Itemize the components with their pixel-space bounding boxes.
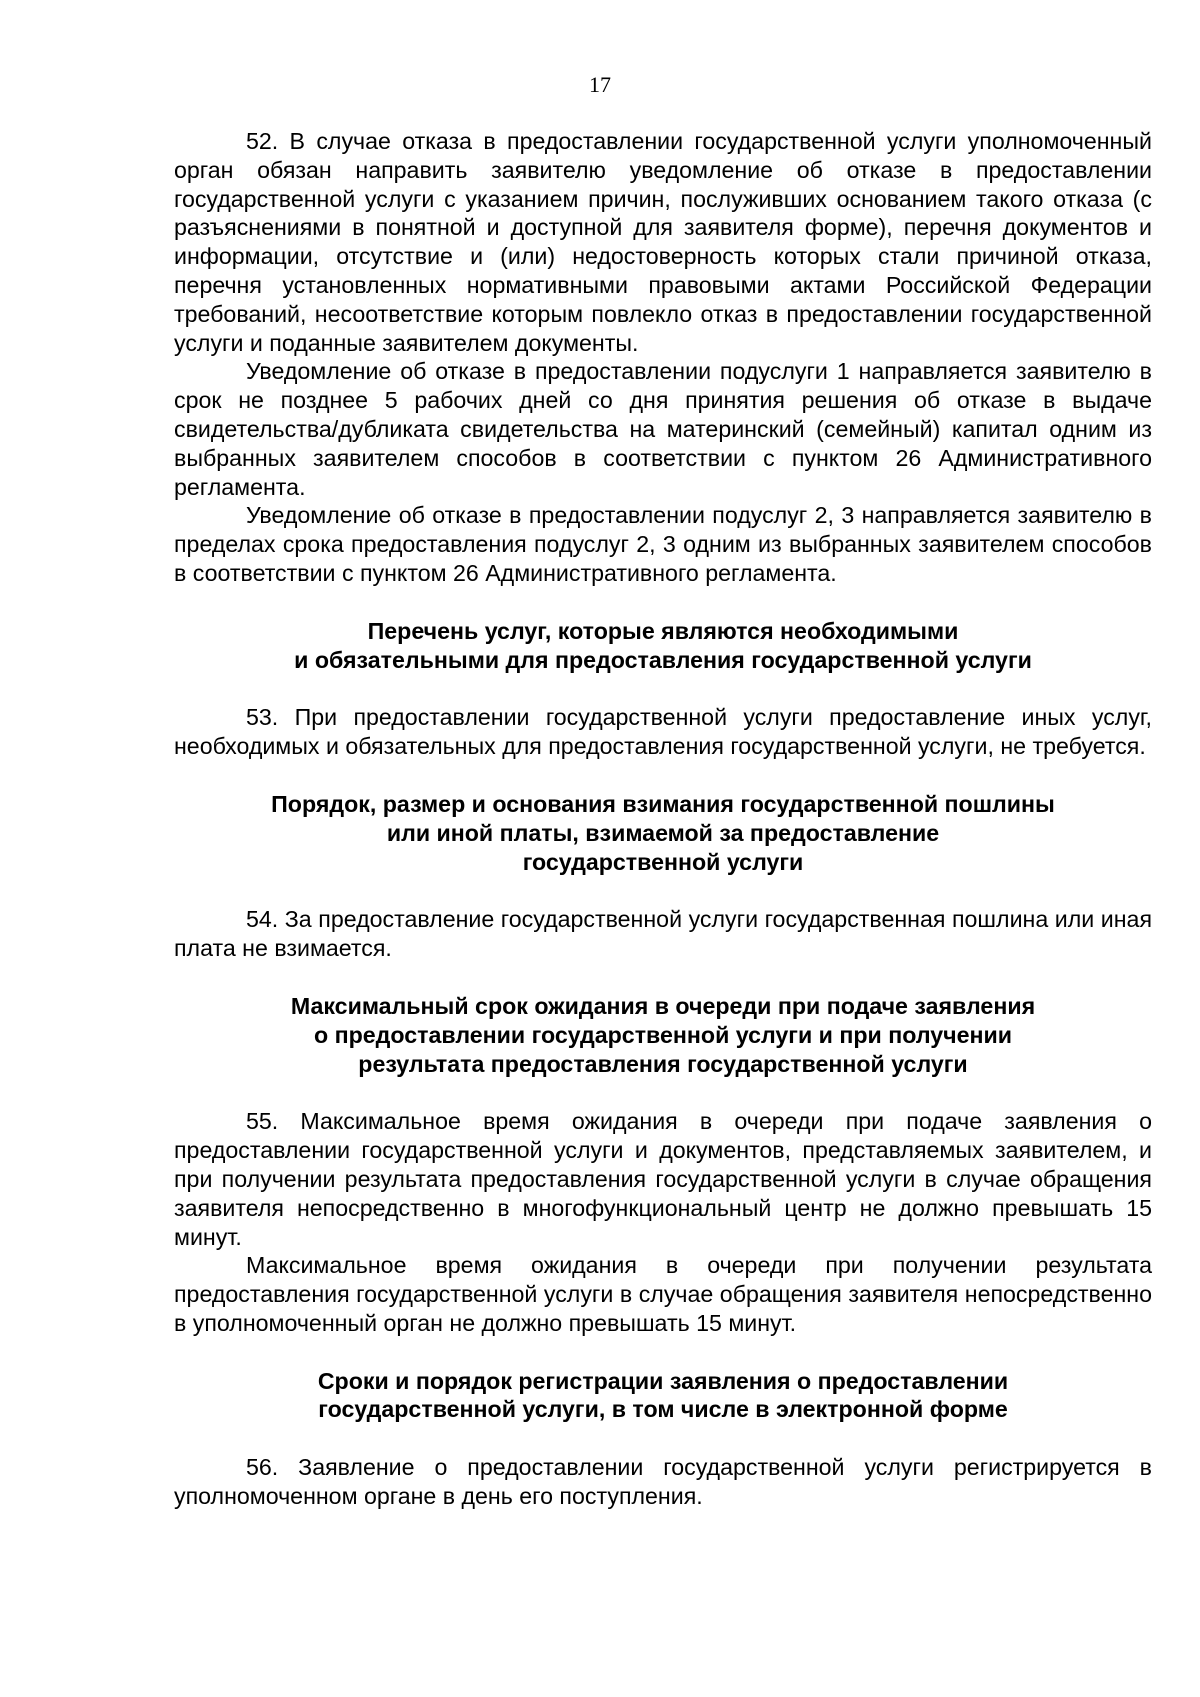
heading-line: о предоставлении государственной услуги и при получении bbox=[313, 1021, 1013, 1048]
heading-required-services bbox=[174, 617, 1152, 675]
heading-line: Порядок, размер и основания взимания государственной пошлины bbox=[271, 790, 1055, 817]
heading-waiting-time bbox=[174, 992, 1152, 1078]
heading-line: Сроки и порядок регистрации заявления о предоставлении bbox=[317, 1367, 1009, 1394]
heading-line: государственной услуги bbox=[522, 848, 804, 875]
heading-line: или иной платы, взимаемой за предоставление bbox=[386, 819, 940, 846]
heading-line: Максимальный срок ожидания в очереди при подаче заявления bbox=[290, 992, 1036, 1019]
heading-registration bbox=[174, 1367, 1152, 1425]
heading-line: и обязательными для предоставления государственной услуги bbox=[294, 646, 1032, 673]
paragraph-52: 52. В случае отказа в предоставлении государственной услуги уполномоченный орган обязан направить заявителю уведомление об отказе в предоставлении государственной услуги с указанием причин, послуживших основанием такого отказа (с разъяснениями в понятной и доступной для заявителя форме), перечня документов и информации, отсутствие и (или) недостоверность которых стали причиной отказа, перечня установленных нормативными правовыми актами Российской Федерации требований, несоответствие которым повлекло отказ в предоставлении государственной услуги и поданные заявителем документы. bbox=[174, 128, 1152, 356]
paragraph-52-notice-subservice-1: Уведомление об отказе в предоставлении подуслуги 1 направляется заявителю в срок не позднее 5 рабочих дней со дня принятия решения об отказе в выдаче свидетельства/дубликата свидетельства на материнский (семейный) капитал одним из выбранных заявителем способов в соответствии с пунктом 26 Административного регламента. bbox=[174, 358, 1152, 500]
paragraph-52-notice-subservices-2-3: Уведомление об отказе в предоставлении подуслуг 2, 3 направляется заявителю в пределах срока предоставления подуслуг 2, 3 одним из выбранных заявителем способов в соответствии с пунктом 26 Административного регламента. bbox=[174, 502, 1152, 586]
paragraph-54: 54. За предоставление государственной услуги государственная пошлина или иная плата не взимается. bbox=[174, 906, 1152, 962]
heading-line: Перечень услуг, которые являются необходимыми bbox=[367, 617, 959, 644]
page-number: 17 bbox=[589, 72, 611, 97]
paragraph-56: 56. Заявление о предоставлении государственной услуги регистрируется в уполномоченном органе в день его поступления. bbox=[174, 1454, 1152, 1510]
paragraph-55-second: Максимальное время ожидания в очереди при получении результата предоставления государственной услуги в случае обращения заявителя непосредственно в уполномоченный орган не должно превышать 15 минут. bbox=[174, 1252, 1152, 1336]
heading-line: результата предоставления государственной услуги bbox=[358, 1050, 968, 1077]
heading-line: государственной услуги, в том числе в электронной форме bbox=[318, 1396, 1008, 1423]
document-body bbox=[174, 127, 1152, 1511]
paragraph-55: 55. Максимальное время ожидания в очереди при подаче заявления о предоставлении государственной услуги и документов, представляемых заявителем, и при получении результата предоставления государственной услуги в случае обращения заявителя непосредственно в многофункциональный центр не должно превышать 15 минут. bbox=[174, 1108, 1152, 1250]
paragraph-53: 53. При предоставлении государственной услуги предоставление иных услуг, необходимых и обязательных для предоставления государственной услуги, не требуется. bbox=[174, 704, 1152, 760]
heading-fee bbox=[174, 790, 1152, 876]
